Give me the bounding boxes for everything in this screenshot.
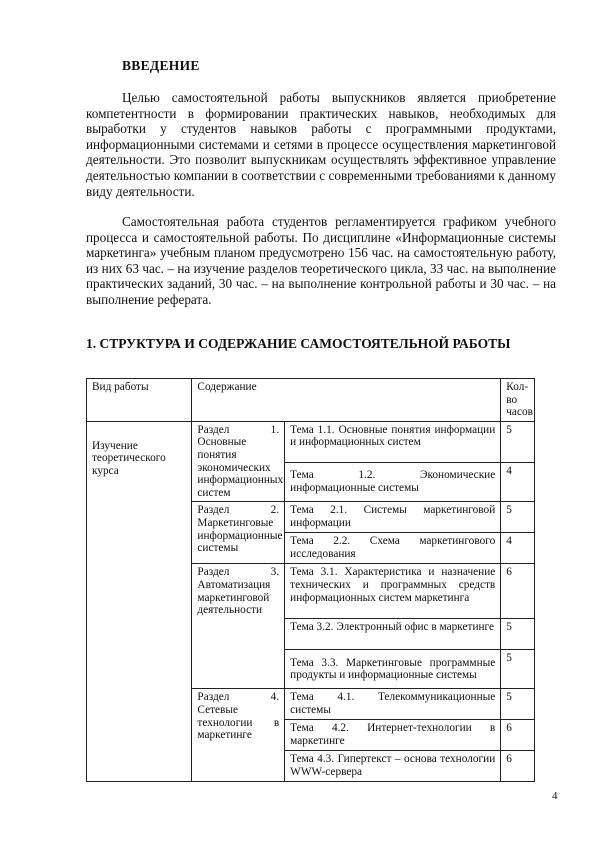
section-cell: Раздел 1. Основные понятия экономических информационных систем [192,421,285,502]
intro-paragraph-1: Целью самостоятельной работы выпускников является приобретение компетентности в формировании практических навыков, необходимых для выработки у студентов навыков работы с программными продуктами, информационными системами и сетями в процессе осуществления маркетинговой деятельности. Это позволит выпускникам осуществлять эффективное управление деятельностью компании в соответствии с современными требованиями к данному виду деятельности. [86,90,556,199]
table-row [87,421,535,462]
topic-cell: Тема 3.3. Маркетинговые программные продукты и информационные системы [285,650,501,689]
topic-cell: Тема 1.2. Экономические информационные системы [285,462,501,502]
topic-cell: Тема 4.1. Телекоммуникационные системы [285,689,501,720]
table-header-row [87,379,535,422]
hours-cell: 4 [501,533,535,564]
work-type-cell: Изучение теоретического курса [87,421,192,782]
hours-cell: 5 [501,650,535,689]
topic-cell: Тема 3.1. Характеристика и назначение технических и программных средств информационных систем маркетинга [285,564,501,619]
header-work-type: Вид работы [87,379,192,422]
hours-cell: 6 [501,751,535,782]
hours-cell: 4 [501,462,535,502]
hours-cell: 6 [501,720,535,751]
section-1-title: 1. СТРУКТУРА И СОДЕРЖАНИЕ САМОСТОЯТЕЛЬНОЙ РАБОТЫ [86,336,511,351]
intro-heading: ВВЕДЕНИЕ [122,58,200,73]
hours-cell: 5 [501,619,535,650]
topic-cell: Тема 2.1. Системы маркетинговой информации [285,502,501,533]
hours-cell: 5 [501,502,535,533]
hours-cell: 5 [501,421,535,462]
topic-cell: Тема 2.2. Схема маркетингового исследования [285,533,501,564]
header-content: Содержание [192,379,501,422]
intro-paragraph-2: Самостоятельная работа студентов регламентируется графиком учебного процесса и самостоятельной работы. По дисциплине «Информационные системы маркетинга» учебным планом предусмотрено 156 час. на самостоятельную работу, из них 63 час. – на изучение разделов теоретического цикла, 33 час. на выполнение практических заданий, 30 час. – на выполнение контрольной работы и 30 час. – на выполнение реферата. [86,214,556,307]
topic-cell: Тема 1.1. Основные понятия информации и информационных систем [285,421,501,462]
section-cell: Раздел 3. Автоматизация маркетинговой деятельности [192,564,285,689]
hours-cell: 5 [501,689,535,720]
hours-cell: 6 [501,564,535,619]
work-structure-table [86,378,535,782]
section-cell: Раздел 4. Сетевые технологии в маркетинге [192,689,285,782]
topic-cell: Тема 4.2. Интернет-технологии в маркетинге [285,720,501,751]
topic-cell: Тема 4.3. Гипертекст – основа технологии WWW-сервера [285,751,501,782]
header-hours: Кол-во часов [501,379,535,422]
page-number: 4 [552,790,558,802]
section-cell: Раздел 2. Маркетинговые информационные системы [192,502,285,564]
topic-cell: Тема 3.2. Электронный офис в маркетинге [285,619,501,650]
